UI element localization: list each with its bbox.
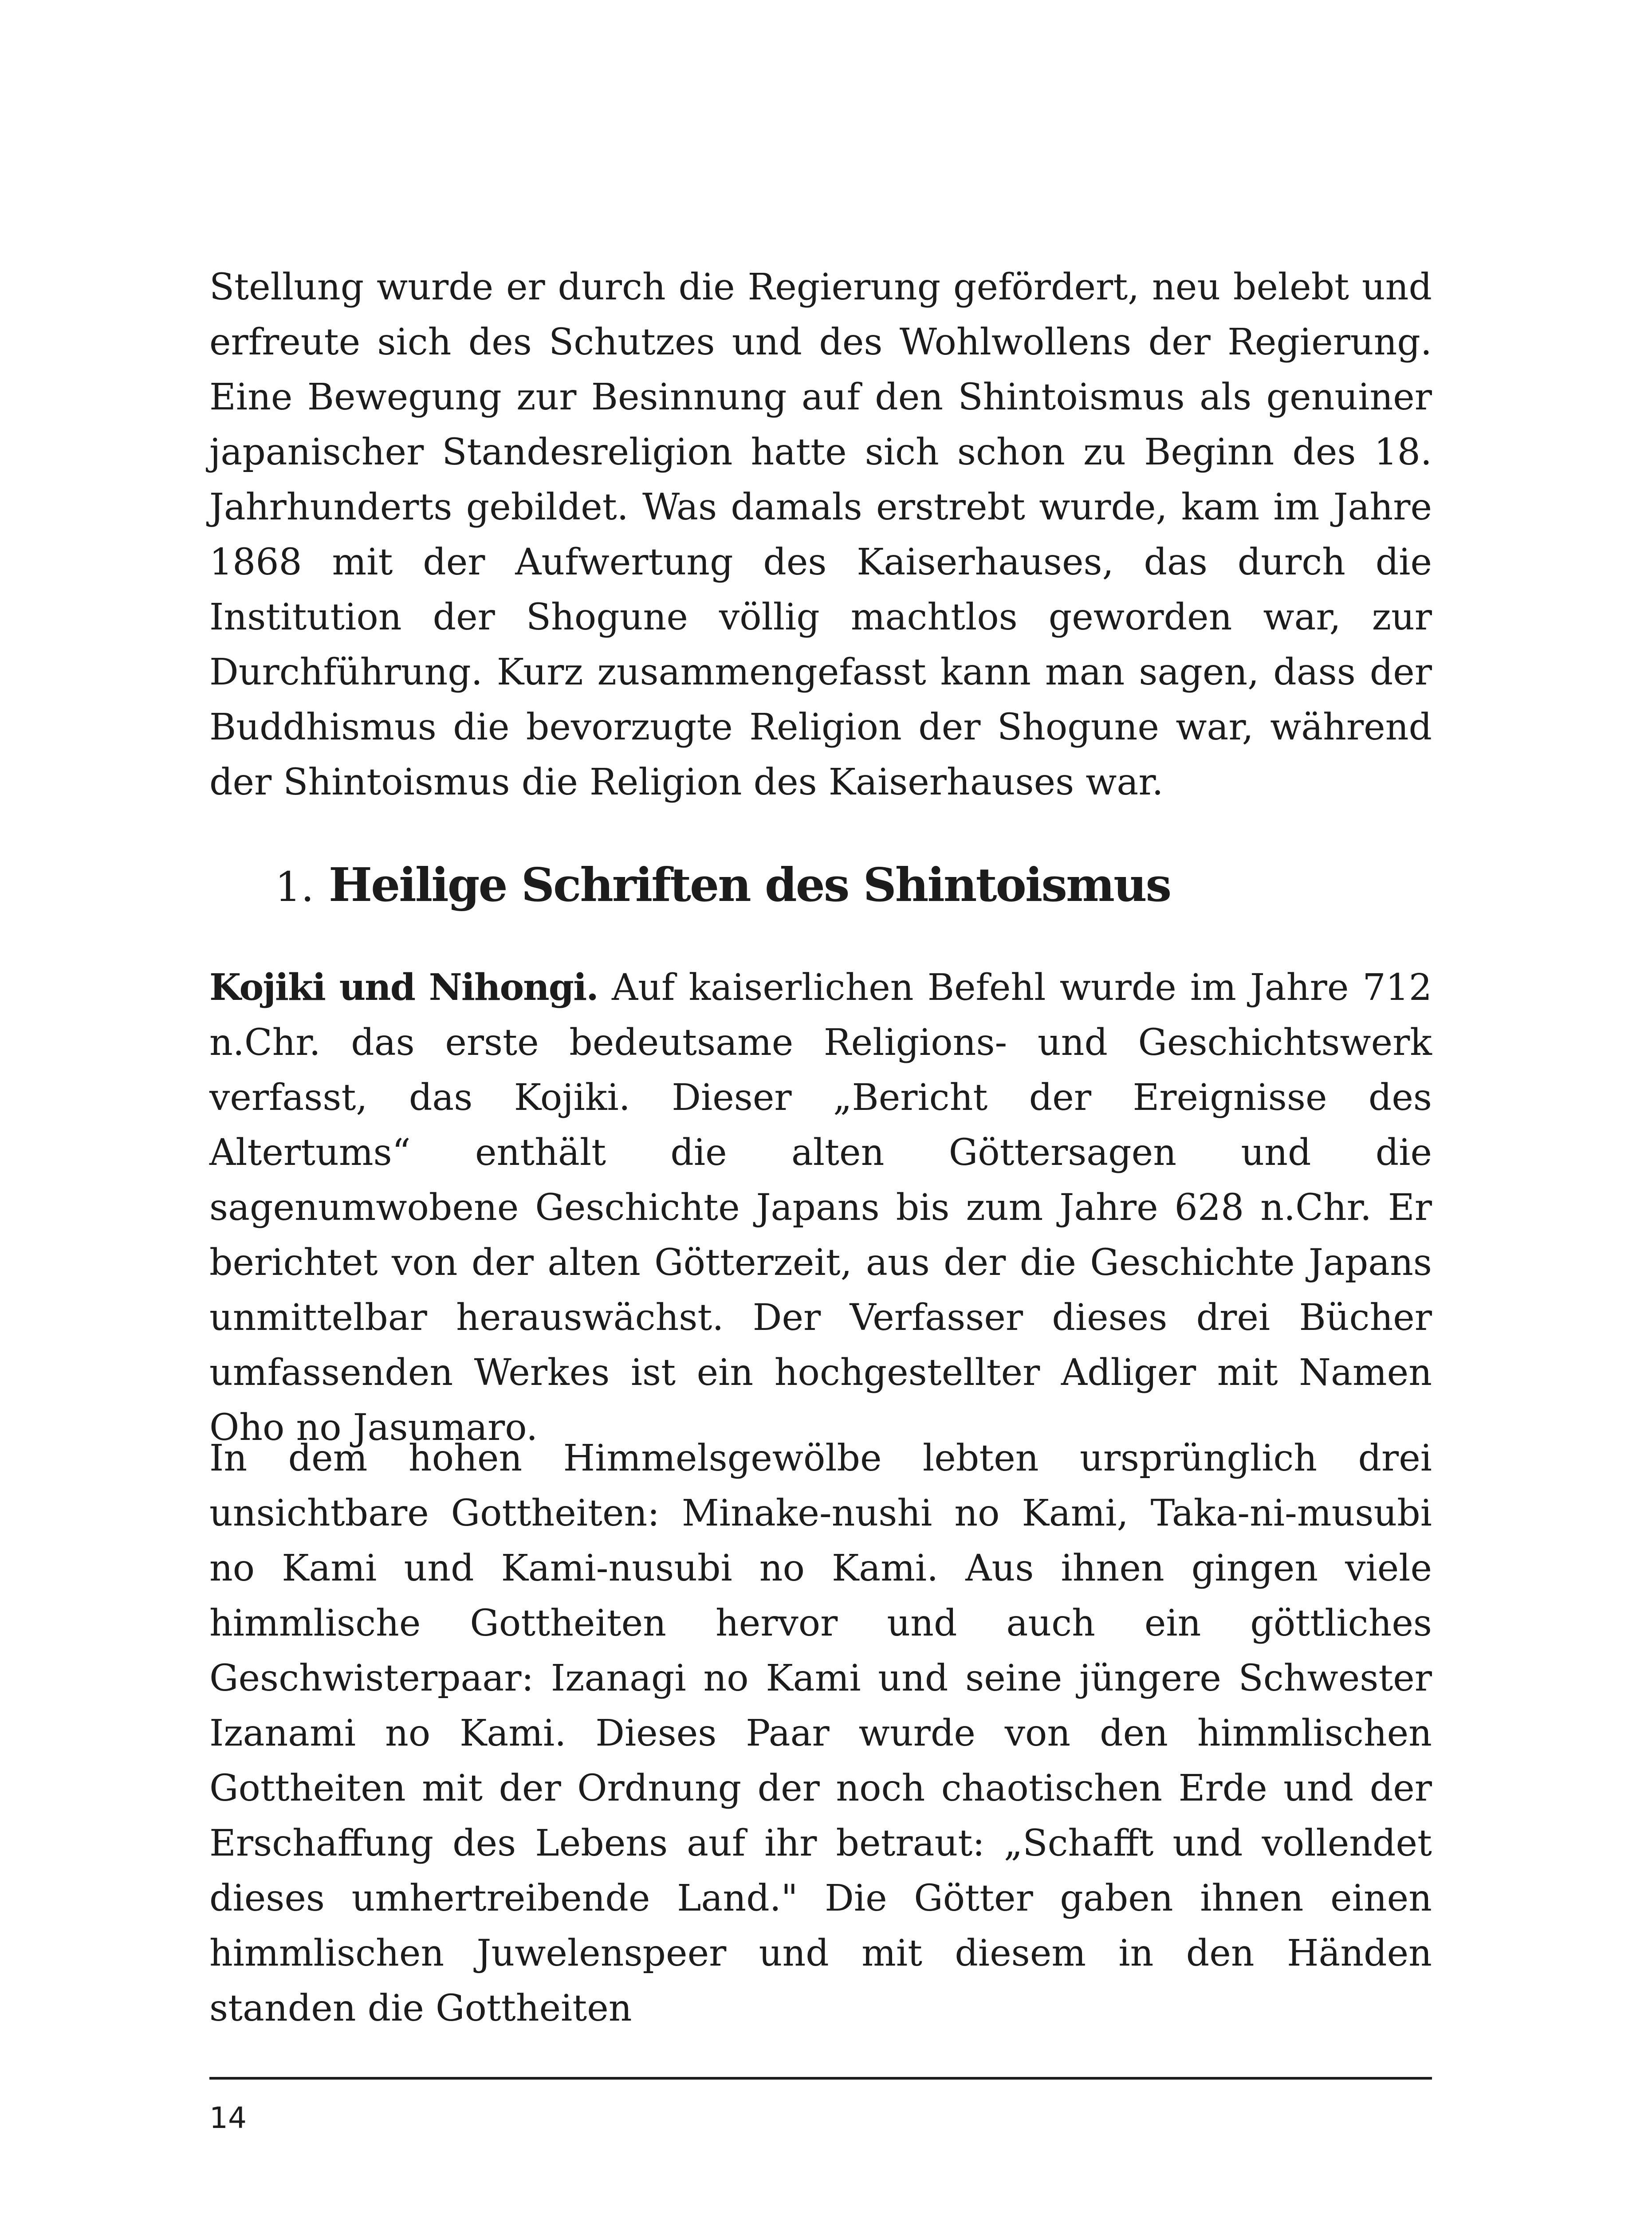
paragraph-lead-term: Kojiki und Nihongi. (209, 966, 598, 1009)
section-number: 1. (275, 863, 314, 911)
paragraph-container (209, 960, 1432, 1455)
body-paragraph (209, 260, 1432, 810)
paragraph-text: In dem hohen Himmelsgewölbe lebten ursprünglich drei unsichtbare Gottheiten: Minake-nushi no Kami, Taka-ni-musubi no Kami und Kami-nusubi no Kami. Aus ihnen gingen viele himmlische Gottheiten hervor und auch ein göttliches Geschwisterpaar: Izanagi no Kami und seine jüngere Schwester Izanami no Kami. Dieses Paar wurde von den himmlischen Gottheiten mit der Ordnung der noch chaotischen Erde und der Erschaffung des Lebens auf ihr betraut: „Schafft und vollendet dieses umhertreibende Land." Die Götter gaben ihnen einen himmlischen Juwelenspeer und mit diesem in den Händen standen die Gottheiten (209, 1437, 1432, 2029)
paragraph-text: Stellung wurde er durch die Regierung gefördert, neu belebt und erfreute sich des Schutzes und des Wohlwollens der Regierung. Eine Bewegung zur Besinnung auf den Shintoismus als genuiner japanischer Standesreligion hatte sich schon zu Beginn des 18. Jahrhunderts gebildet. Was damals erstrebt wurde, kam im Jahre 1868 mit der Aufwertung des Kaiserhauses, das durch die Institution der Shogune völlig machtlos geworden war, zur Durchführung. Kurz zusammengefasst kann man sagen, dass der Buddhismus die bevorzugte Religion der Shogune war, während der Shintoismus die Religion des Kaiserhauses war. (209, 266, 1432, 803)
section-title: Heilige Schriften des Shintoismus (328, 857, 1171, 912)
section-heading (275, 852, 1170, 920)
footer-rule (209, 2077, 1432, 2080)
paragraph-text: Auf kaiserlichen Befehl wurde im Jahre 712 n.Chr. das erste bedeutsame Religions- und Geschichtswerk verfasst, das Kojiki. Dieser „Bericht der Ereignisse des Altertums“ enthält die alten Göttersagen und die sagenumwobene Geschichte Japans bis zum Jahre 628 n.Chr. Er berichtet von der alten Götterzeit, aus der die Geschichte Japans unmittelbar herauswächst. Der Verfasser dieses drei Bücher umfassenden Werkes ist ein hochgestellter Adliger mit Namen Oho no Jasumaro. (209, 967, 1432, 1449)
body-paragraph (209, 1431, 1432, 2036)
page-number: 14 (209, 2101, 247, 2135)
body-paragraph (209, 960, 1432, 1455)
